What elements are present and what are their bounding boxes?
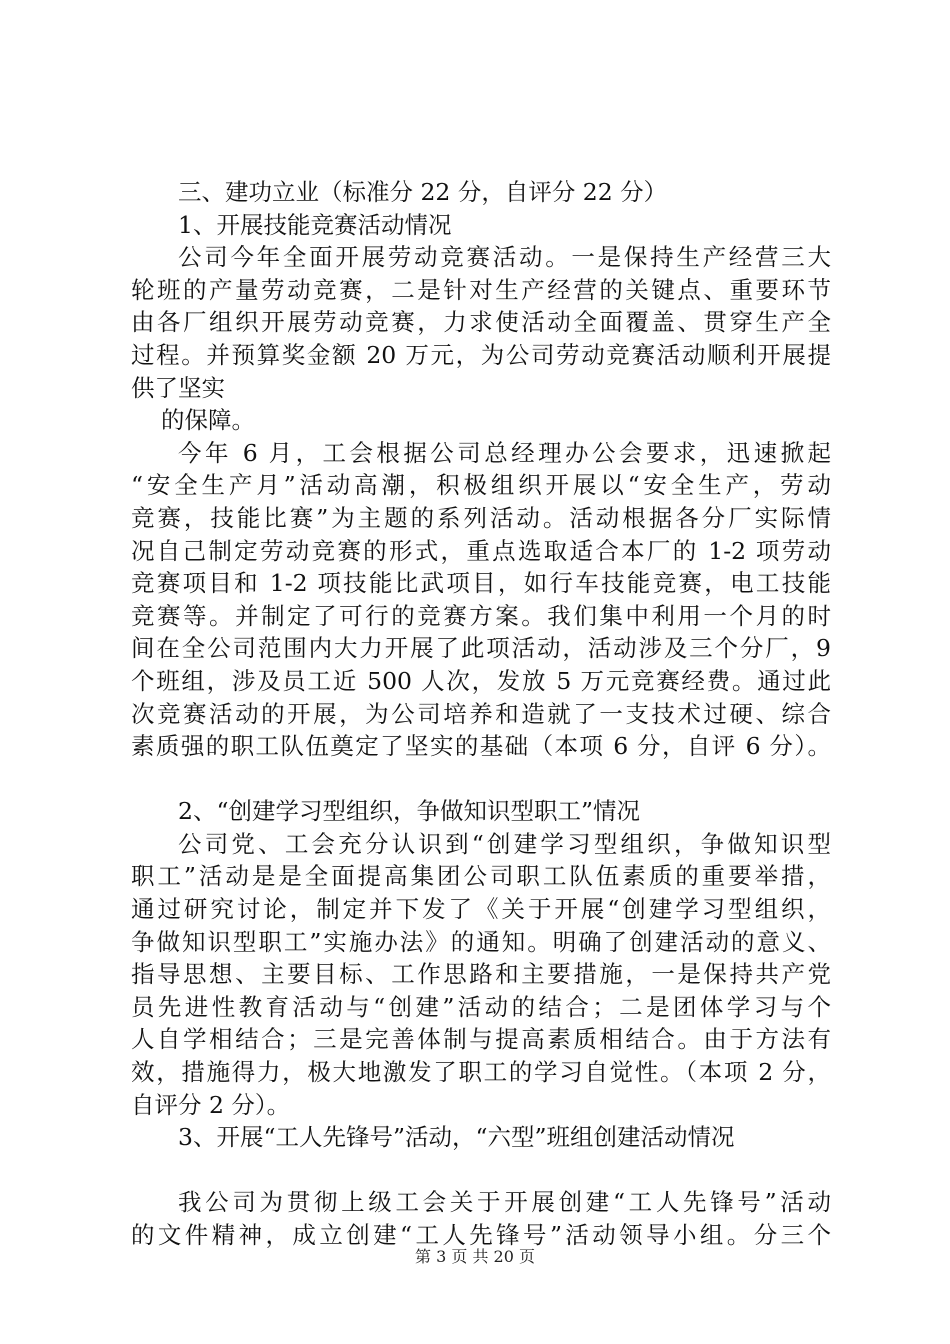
paragraph-line: 个班组，涉及员工近 500 人次，发放 5 万元竞赛经费。通过此 (131, 666, 831, 695)
paragraph-line: 轮班的产量劳动竞赛，二是针对生产经营的关键点、重要环节 (131, 275, 831, 304)
paragraph-line: 由各厂组织开展劳动竞赛，力求使活动全面覆盖、贯穿生产全 (131, 308, 831, 337)
paragraph-line: 供了坚实 (131, 373, 225, 402)
paragraph-line: 竞赛等。并制定了可行的竞赛方案。我们集中利用一个月的时 (131, 601, 831, 630)
paragraph-line: 职工”活动是是全面提高集团公司职工队伍素质的重要举措， (131, 862, 831, 891)
page-number-footer: 第 3 页 共 20 页 (415, 1247, 535, 1266)
paragraph-line: 素质强的职工队伍奠定了坚实的基础（本项 6 分，自评 6 分）。 (131, 732, 831, 761)
paragraph-line: 公司今年全面开展劳动竞赛活动。一是保持生产经营三大 (178, 243, 831, 272)
subsection-heading: 1、开展技能竞赛活动情况 (178, 210, 452, 239)
paragraph-line: 公司党、工会充分认识到“创建学习型组织，争做知识型 (178, 829, 831, 858)
paragraph-line: 竞赛项目和 1-2 项技能比武项目，如行车技能竞赛，电工技能 (131, 569, 831, 598)
paragraph-line: 过程。并预算奖金额 20 万元，为公司劳动竞赛活动顺利开展提 (131, 340, 831, 369)
paragraph-line: 间在全公司范围内大力开展了此项活动，活动涉及三个分厂，9 (131, 634, 831, 663)
paragraph-line: 的保障。 (161, 406, 255, 435)
document-body (131, 176, 831, 1252)
paragraph-line: 况自己制定劳动竞赛的形式，重点选取适合本厂的 1-2 项劳动 (131, 536, 831, 565)
subsection-heading: 2、“创建学习型组织，争做知识型职工”情况 (178, 797, 640, 826)
paragraph-line: 今年 6 月，工会根据公司总经理办公会要求，迅速掀起 (178, 438, 832, 467)
section-heading: 三、建功立业（标准分 22 分，自评分 22 分） (178, 178, 668, 206)
paragraph-line: 通过研究讨论，制定并下发了《关于开展“创建学习型组织， (131, 895, 831, 924)
paragraph-line: 我公司为贯彻上级工会关于开展创建“工人先锋号”活动 (178, 1188, 831, 1217)
paragraph-line: 人自学相结合；三是完善体制与提高素质相结合。由于方法有 (131, 1025, 831, 1054)
blank-line (131, 763, 831, 796)
paragraph-line: 的文件精神，成立创建“工人先锋号”活动领导小组。分三个 (131, 1221, 831, 1249)
paragraph-line: 竞赛，技能比赛”为主题的系列活动。活动根据各分厂实际情 (131, 503, 831, 532)
paragraph-line: 员先进性教育活动与“创建”活动的结合；二是团体学习与个 (131, 992, 831, 1021)
paragraph-line: “安全生产月”活动高潮，积极组织开展以“安全生产，劳动 (131, 471, 831, 500)
paragraph-line: 指导思想、主要目标、工作思路和主要措施，一是保持共产党 (131, 960, 831, 989)
subsection-heading: 3、开展“工人先锋号”活动，“六型”班组创建活动情况 (178, 1123, 735, 1152)
paragraph-line: 争做知识型职工”实施办法》的通知。明确了创建活动的意义、 (131, 927, 831, 956)
paragraph-line: 自评分 2 分）。 (131, 1090, 291, 1119)
blank-line (131, 1154, 831, 1187)
paragraph-line: 次竞赛活动的开展，为公司培养和造就了一支技术过硬、综合 (131, 699, 831, 728)
paragraph-line: 效，措施得力，极大地激发了职工的学习自觉性。（本项 2 分， (131, 1058, 831, 1087)
